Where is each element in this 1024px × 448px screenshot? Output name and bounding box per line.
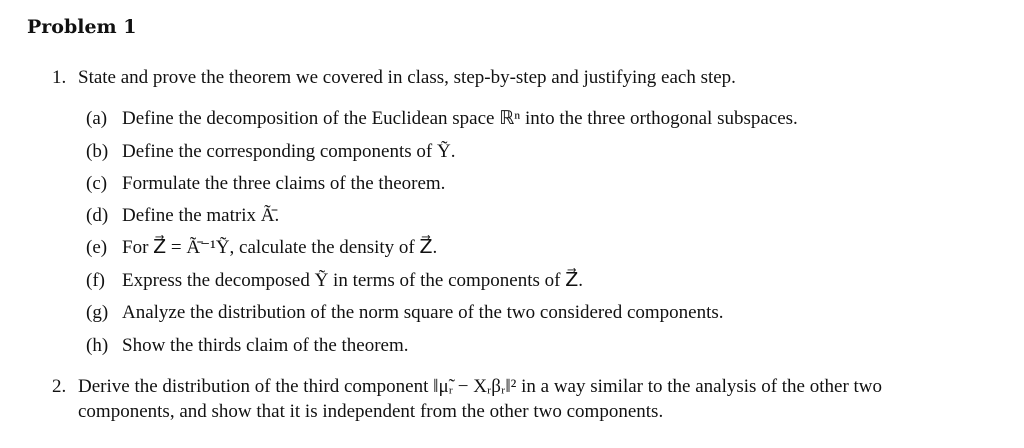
subitem-text: Express the decomposed Ỹ in terms of the components of Z⃗. bbox=[122, 270, 584, 291]
subitem-label: (b) bbox=[86, 141, 109, 162]
item-number: 2. bbox=[52, 376, 67, 397]
item-text: State and prove the theorem we covered in class, step-by-step and justifying each step. bbox=[78, 67, 736, 88]
subitem-text: Analyze the distribution of the norm square of the two considered components. bbox=[122, 302, 724, 323]
item-text: Derive the distribution of the third component ‖μ̃ᵣ − Xᵣβᵣ‖² in a way similar to the analysis of the other two components, and show that it is independent from the other two components. bbox=[78, 376, 883, 422]
subitem-text: Define the decomposition of the Euclidean space ℝⁿ into the three orthogonal subspaces. bbox=[122, 108, 798, 129]
subitem-text: Show the thirds claim of the theorem. bbox=[122, 335, 409, 356]
subitem-label: (h) bbox=[86, 335, 109, 356]
subitem-label: (a) bbox=[86, 108, 108, 129]
subitem-f bbox=[86, 268, 986, 293]
subitem-text: Formulate the three claims of the theorem. bbox=[122, 173, 446, 194]
subitem-c bbox=[86, 171, 986, 196]
subitem-label: (g) bbox=[86, 302, 109, 323]
subitem-h bbox=[86, 333, 986, 358]
problem-title: Problem 1 bbox=[27, 16, 137, 38]
problem-item-1 bbox=[52, 65, 982, 90]
subitem-label: (d) bbox=[86, 205, 109, 226]
subitem-g bbox=[86, 300, 986, 325]
item-number: 1. bbox=[52, 67, 67, 88]
subitem-label: (f) bbox=[86, 270, 105, 291]
subitem-label: (c) bbox=[86, 173, 108, 194]
subitem-b bbox=[86, 139, 986, 164]
subitem-text: Define the matrix Ã̄. bbox=[122, 205, 280, 226]
subitem-text: For Z⃗ = Ã̄⁻¹Ỹ, calculate the density of Z⃗. bbox=[122, 237, 438, 258]
subitem-text: Define the corresponding components of Ỹ. bbox=[122, 141, 456, 162]
problem-item-2 bbox=[52, 374, 982, 424]
subitem-e bbox=[86, 235, 986, 260]
subitem-label: (e) bbox=[86, 237, 108, 258]
subitem-a bbox=[86, 106, 986, 131]
subitem-d bbox=[86, 203, 986, 228]
